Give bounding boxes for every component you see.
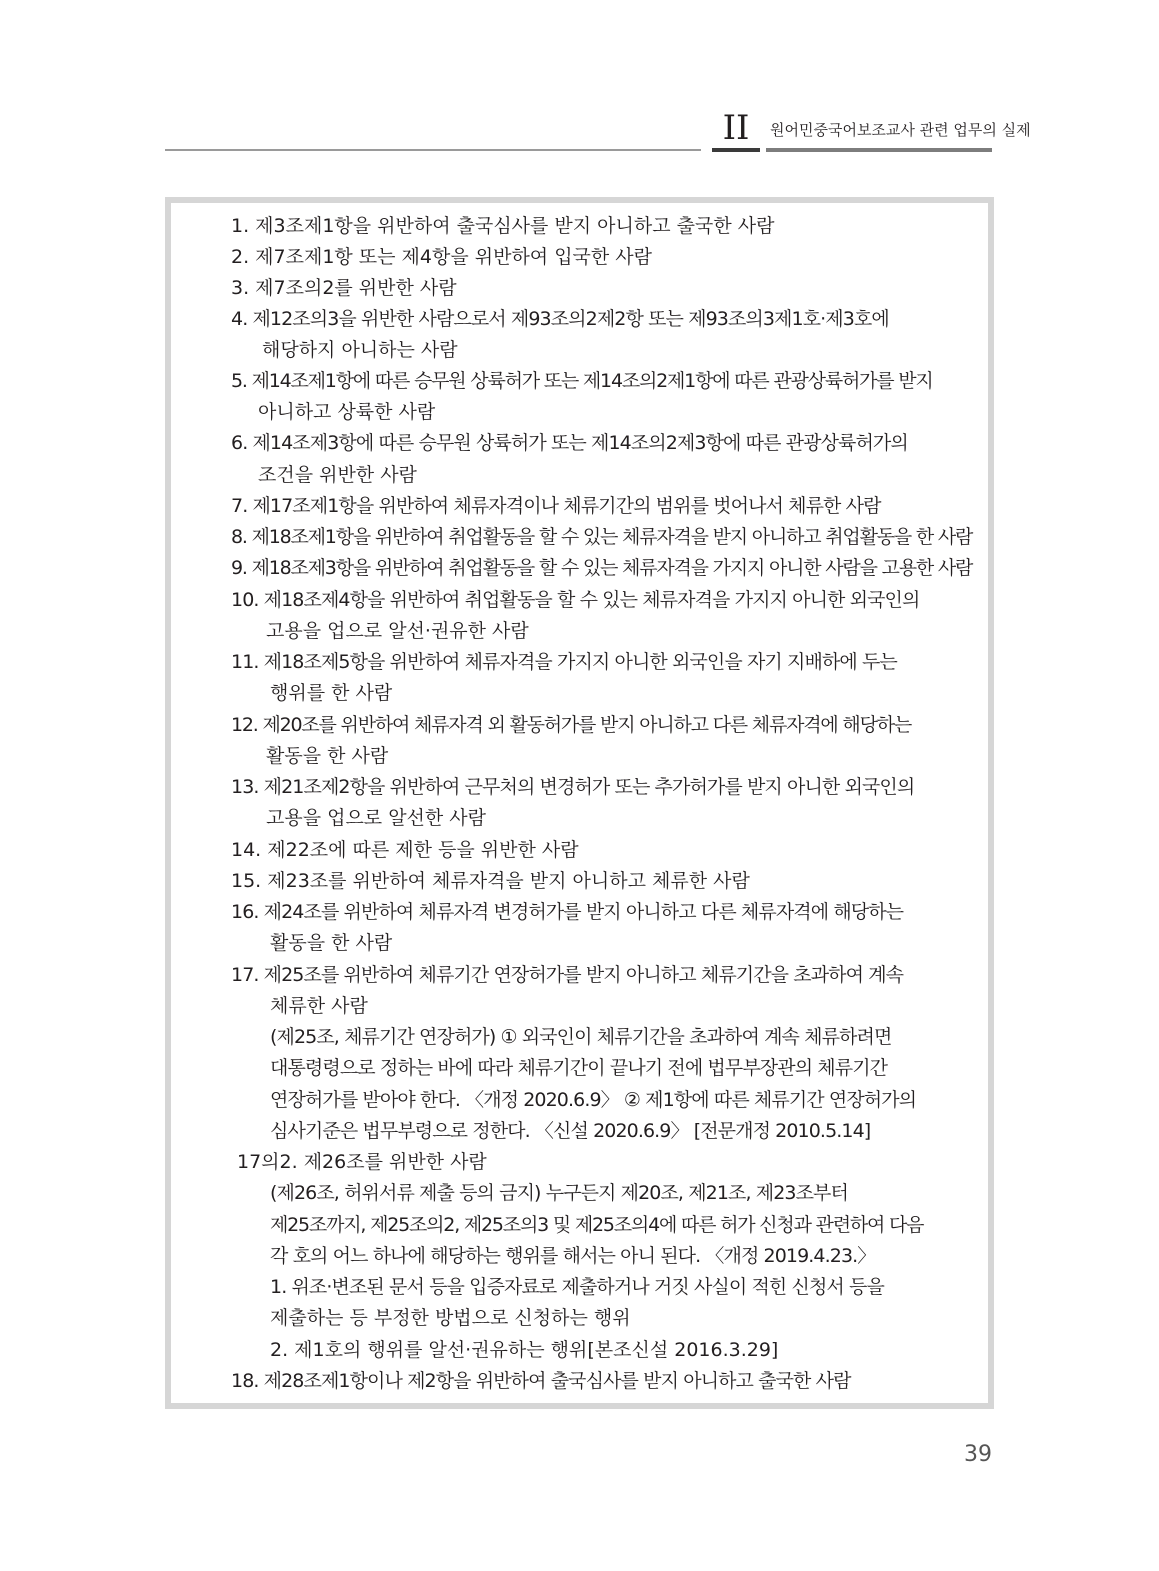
list-item: 18. 제28조제1항이나 제2항을 위반하여 출국심사를 받지 아니하고 출국한 사람 [231,1370,851,1392]
list-item-continuation: 해당하지 아니하는 사람 [262,339,458,361]
list-item-continuation: 고용을 업으로 알선한 사람 [266,807,487,829]
list-item: 3. 제7조의2를 위반한 사람 [231,277,457,299]
list-item: 13. 제21조제2항을 위반하여 근무처의 변경허가 또는 추가허가를 받지 아니한 외국인의 [231,776,915,798]
list-item: 11. 제18조제5항을 위반하여 체류자격을 가지지 아니한 외국인을 자기 지배하에 두는 [231,651,897,673]
list-item: 17의2. 제26조를 위반한 사람 [237,1151,487,1173]
quoted-article-line: 1. 위조·변조된 문서 등을 입증자료로 제출하거나 거짓 사실이 적힌 신청서 등을 [270,1276,884,1298]
page-number: 39 [964,1442,992,1467]
quoted-article-line: 연장허가를 받아야 한다. 〈개정 2020.6.9〉 ② 제1항에 따른 체류기간 연장허가의 [270,1089,917,1111]
quoted-article-line: 2. 제1호의 행위를 알선·권유하는 행위[본조신설 2016.3.29] [270,1339,779,1361]
quoted-article-line: 대통령령으로 정하는 바에 따라 체류기간이 끝나기 전에 법무부장관의 체류기간 [270,1057,888,1079]
list-item: 10. 제18조제4항을 위반하여 취업활동을 할 수 있는 체류자격을 가지지 아니한 외국인의 [231,589,920,611]
list-item: 9. 제18조제3항을 위반하여 취업활동을 할 수 있는 체류자격을 가지지 아니한 사람을 고용한 사람 [231,557,973,579]
list-item: 16. 제24조를 위반하여 체류자격 변경허가를 받지 아니하고 다른 체류자격에 해당하는 [231,901,904,923]
list-item: 6. 제14조제3항에 따른 승무원 상륙허가 또는 제14조의2제3항에 따른 관광상륙허가의 [231,432,908,454]
list-item: 7. 제17조제1항을 위반하여 체류자격이나 체류기간의 범위를 벗어나서 체류한 사람 [231,495,881,517]
list-item-continuation: 행위를 한 사람 [270,682,393,704]
quoted-article-line: 각 호의 어느 하나에 해당하는 행위를 해서는 아니 된다. 〈개정 2019.4.23.〉 [270,1245,876,1267]
list-item: 17. 제25조를 위반하여 체류기간 연장허가를 받지 아니하고 체류기간을 초과하여 계속 [231,964,904,986]
list-item: 1. 제3조제1항을 위반하여 출국심사를 받지 아니하고 출국한 사람 [231,215,775,237]
list-item-continuation: 활동을 한 사람 [266,745,389,767]
list-item: 15. 제23조를 위반하여 체류자격을 받지 아니하고 체류한 사람 [231,870,750,892]
list-item-continuation: 활동을 한 사람 [270,932,393,954]
list-item-continuation: 체류한 사람 [270,995,368,1017]
list-item-continuation: 조건을 위반한 사람 [258,464,417,486]
list-item: 5. 제14조제1항에 따른 승무원 상륙허가 또는 제14조의2제1항에 따른 관광상륙허가를 받지 [231,370,933,392]
chapter-underline [712,148,760,152]
quoted-article-line: 제25조까지, 제25조의2, 제25조의3 및 제25조의4에 따른 허가 신청과 관련하여 다음 [270,1214,924,1236]
list-item: 14. 제22조에 따른 제한 등을 위반한 사람 [231,839,579,861]
quoted-article-line: (제25조, 체류기간 연장허가) ① 외국인이 체류기간을 초과하여 계속 체류하려면 [270,1026,892,1048]
chapter-numeral: II [722,108,750,148]
list-item: 4. 제12조의3을 위반한 사람으로서 제93조의2제2항 또는 제93조의3제1호·제3호에 [231,308,889,330]
header-rule-right [766,148,992,152]
header-rule-left [165,149,701,151]
list-item: 2. 제7조제1항 또는 제4항을 위반하여 입국한 사람 [231,246,653,268]
quoted-article-line: 심사기준은 법무부령으로 정한다. 〈신설 2020.6.9〉 [전문개정 2010.5.14] [270,1120,871,1142]
quoted-article-line: (제26조, 허위서류 제출 등의 금지) 누구든지 제20조, 제21조, 제23조부터 [270,1182,848,1204]
list-item-continuation: 고용을 업으로 알선·권유한 사람 [266,620,529,642]
list-item-continuation: 아니하고 상륙한 사람 [258,401,436,423]
list-item: 8. 제18조제1항을 위반하여 취업활동을 할 수 있는 체류자격을 받지 아니하고 취업활동을 한 사람 [231,526,973,548]
list-item: 12. 제20조를 위반하여 체류자격 외 활동허가를 받지 아니하고 다른 체류자격에 해당하는 [231,714,912,736]
running-header-title: 원어민중국어보조교사 관련 업무의 실제 [770,121,1031,139]
quoted-article-line: 제출하는 등 부정한 방법으로 신청하는 행위 [270,1307,631,1329]
